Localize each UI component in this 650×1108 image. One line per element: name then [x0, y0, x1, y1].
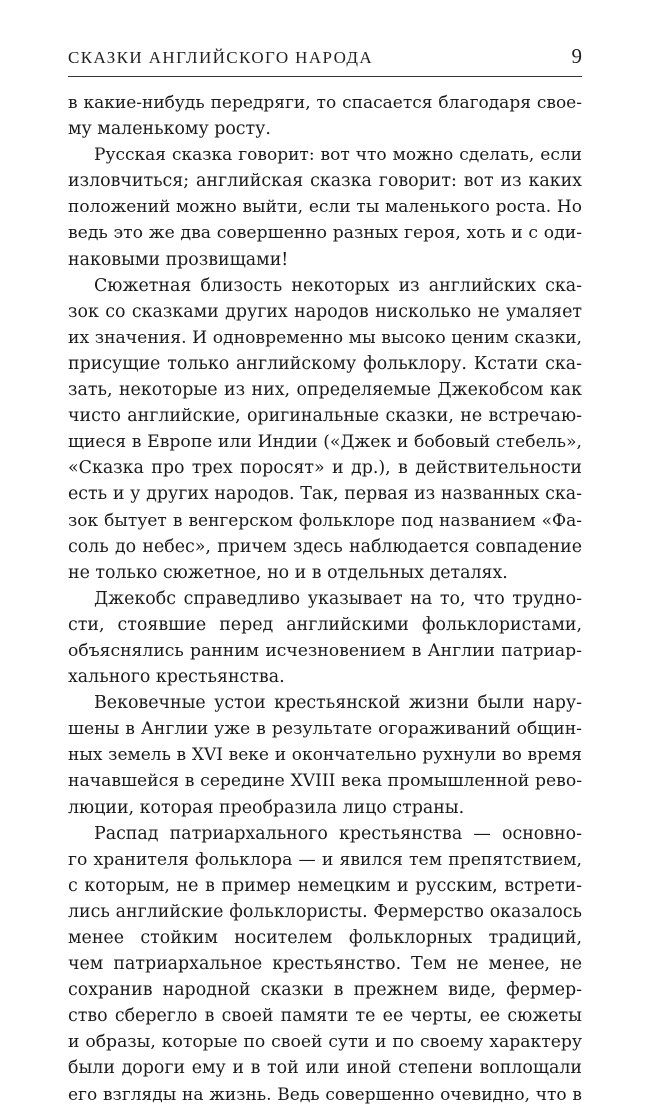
text-line: го хранителя фольклора — и явился тем препятствием, — [68, 849, 582, 870]
text-line: ных земель в XVI веке и окончательно рухнули во время — [68, 745, 582, 766]
text-line: соль до небес», причем здесь наблюдается совпадение — [68, 536, 582, 557]
text-line: му маленькому росту. — [68, 119, 271, 140]
text-line: изловчиться; английская сказка говорит: вот из каких — [68, 171, 582, 192]
paragraph-first-line: Вековечные устои крестьянской жизни были нару- — [94, 693, 582, 714]
paragraph-first-line: Русская сказка говорит: вот что можно сделать, если — [94, 145, 582, 166]
text-line: ведь это же два совершенно разных героя, хоть и с оди- — [68, 223, 582, 244]
text-line: зок бытует в венгерском фольклоре под названием «Фа- — [68, 510, 582, 531]
text-line: его взгляды на жизнь. Ведь совершенно очевидно, что в — [68, 1084, 582, 1105]
text-line: чем патриархальное крестьянство. Тем не менее, не — [68, 954, 582, 975]
text-line: были дороги ему и в той или иной степени воплощали — [68, 1058, 582, 1079]
text-line: чисто английские, оригинальные сказки, не встречаю- — [68, 406, 582, 427]
paragraph-first-line: Джекобс справедливо указывает на то, что трудно- — [94, 588, 582, 609]
text-line: начавшейся в середине XVIII века промышленной рево- — [68, 771, 582, 792]
text-line: зок со сказками других народов нисколько не умаляет — [68, 301, 582, 322]
body-text — [68, 90, 582, 1108]
text-line: объяснялись ранним исчезновением в Англии патриар- — [68, 640, 582, 661]
paragraph-first-line: Распад патриархального крестьянства — основно- — [94, 823, 582, 844]
text-line: ство сберегло в своей памяти те ее черты, ее сюжеты — [68, 1006, 582, 1027]
text-line: присущие только английскому фольклору. Кстати ска- — [68, 353, 582, 374]
text-line: сохранив народной сказки в прежнем виде, фермер- — [68, 980, 582, 1001]
text-line: шены в Англии уже в результате огораживаний общин- — [68, 719, 582, 740]
text-line: хального крестьянства. — [68, 667, 285, 688]
text-line: сти, стоявшие перед английскими фольклористами, — [68, 614, 582, 635]
text-line: с которым, не в пример немецким и русским, встрети- — [68, 875, 582, 896]
text-line: их значения. И одновременно мы высоко ценим сказки, — [68, 327, 582, 348]
text-line: зать, некоторые из них, определяемые Джекобсом как — [68, 380, 582, 401]
text-line: менее стойким носителем фольклорных традиций, — [68, 928, 582, 948]
running-title: СКАЗКИ АНГЛИЙСКОГО НАРОДА — [68, 48, 374, 67]
text-line: лись английские фольклористы. Фермерство оказалось — [68, 901, 582, 922]
paragraph-first-line: Сюжетная близость некоторых из английских ска- — [94, 275, 582, 296]
text-line: есть и у других народов. Так, первая из названных ска- — [68, 484, 582, 505]
header-rule — [68, 76, 582, 77]
text-line: и образы, которые по своей сути и по своему характеру — [68, 1032, 582, 1053]
text-line: люции, которая преобразила лицо страны. — [68, 797, 465, 818]
text-line: «Сказка про трех поросят» и др.), в действительности — [68, 458, 582, 479]
text-line: в какие-нибудь передряги, то спасается благодаря свое- — [68, 93, 582, 113]
text-line: положений можно выйти, если ты маленького роста. Но — [68, 197, 582, 218]
page-number: 9 — [571, 44, 582, 68]
text-line: не только сюжетное, но и в отдельных деталях. — [68, 562, 508, 583]
text-line: наковыми прозвищами! — [68, 249, 289, 270]
text-line: щиеся в Европе или Индии («Джек и бобовый стебель», — [68, 432, 582, 453]
